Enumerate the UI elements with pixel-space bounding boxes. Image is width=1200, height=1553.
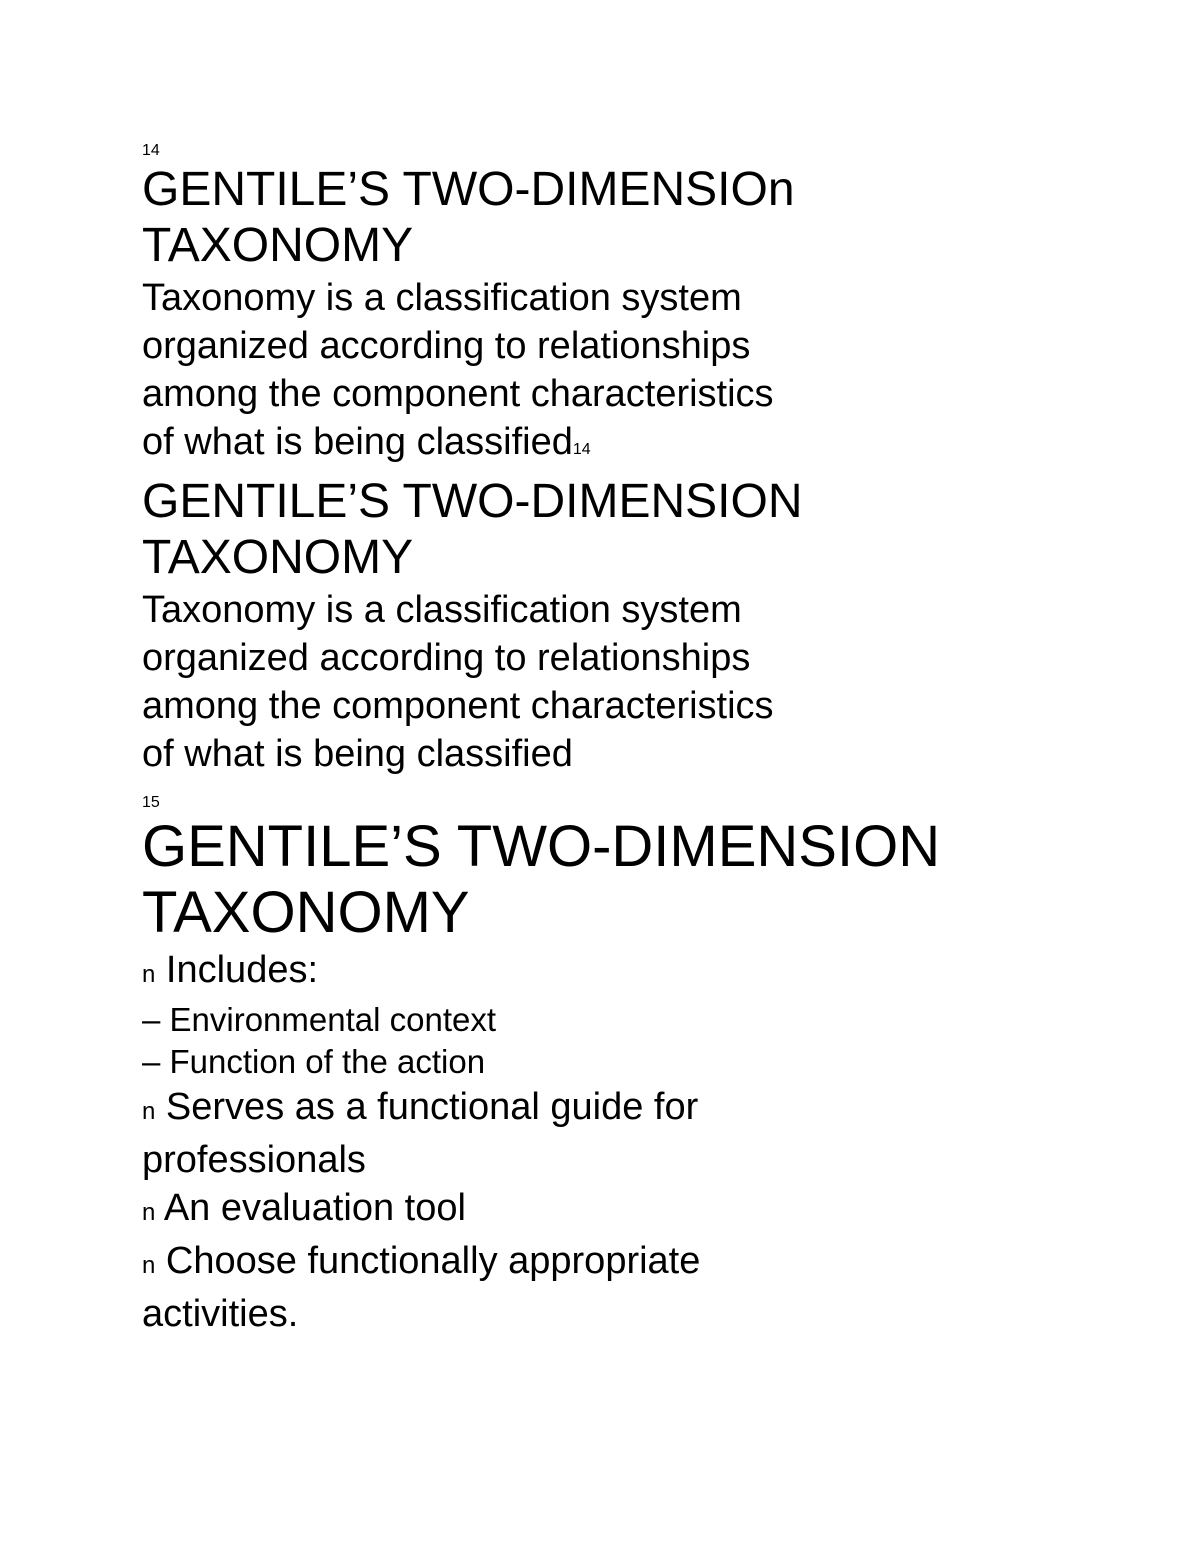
body-line-text: of what is being classified	[142, 421, 573, 463]
body-line: among the component characteristics	[142, 373, 774, 415]
section-title-line1: GENTILE’S TWO-DIMENSION	[142, 814, 941, 879]
bullet-marker: n	[142, 1098, 156, 1125]
section-title-line2: TAXONOMY	[142, 880, 470, 945]
list-item	[142, 1083, 1142, 1136]
page-number: 14	[142, 142, 160, 159]
sub-item: – Environmental context	[142, 1001, 497, 1038]
body-line: organized according to relationships	[142, 325, 751, 367]
section-title-line1: GENTILE’S TWO-DIMENSION	[142, 475, 803, 528]
body-line: Taxonomy is a classification system	[142, 277, 742, 319]
section-title-line1: GENTILE’S TWO-DIMENSIOn	[142, 163, 795, 216]
list-item-continuation: activities.	[142, 1293, 299, 1335]
inline-page-number: 14	[572, 441, 591, 458]
bullet-marker: n	[142, 1252, 156, 1279]
list-item-continuation: professionals	[142, 1139, 366, 1181]
list-item-text: Choose functionally appropriate	[165, 1240, 701, 1282]
body-line: among the component characteristics	[142, 685, 774, 727]
list-item-text: Serves as a functional guide for	[165, 1086, 699, 1128]
sub-item: – Function of the action	[142, 1043, 486, 1080]
page-number: 15	[142, 794, 160, 811]
bullet-marker: n	[142, 1199, 156, 1226]
list-item	[142, 1184, 1142, 1237]
section-title-line2: TAXONOMY	[142, 219, 414, 272]
bullet-marker: n	[142, 961, 156, 988]
body-line: Taxonomy is a classification system	[142, 589, 742, 631]
list-item-text: Includes:	[165, 949, 319, 991]
section-title-line2: TAXONOMY	[142, 531, 414, 584]
list-item-text: An evaluation tool	[163, 1187, 466, 1229]
body-line: of what is being classified	[142, 733, 573, 775]
body-line: organized according to relationships	[142, 637, 751, 679]
document-page	[142, 140, 1142, 1338]
list-item	[142, 946, 1142, 999]
list-item	[142, 1237, 1142, 1290]
body-line	[142, 418, 1142, 474]
